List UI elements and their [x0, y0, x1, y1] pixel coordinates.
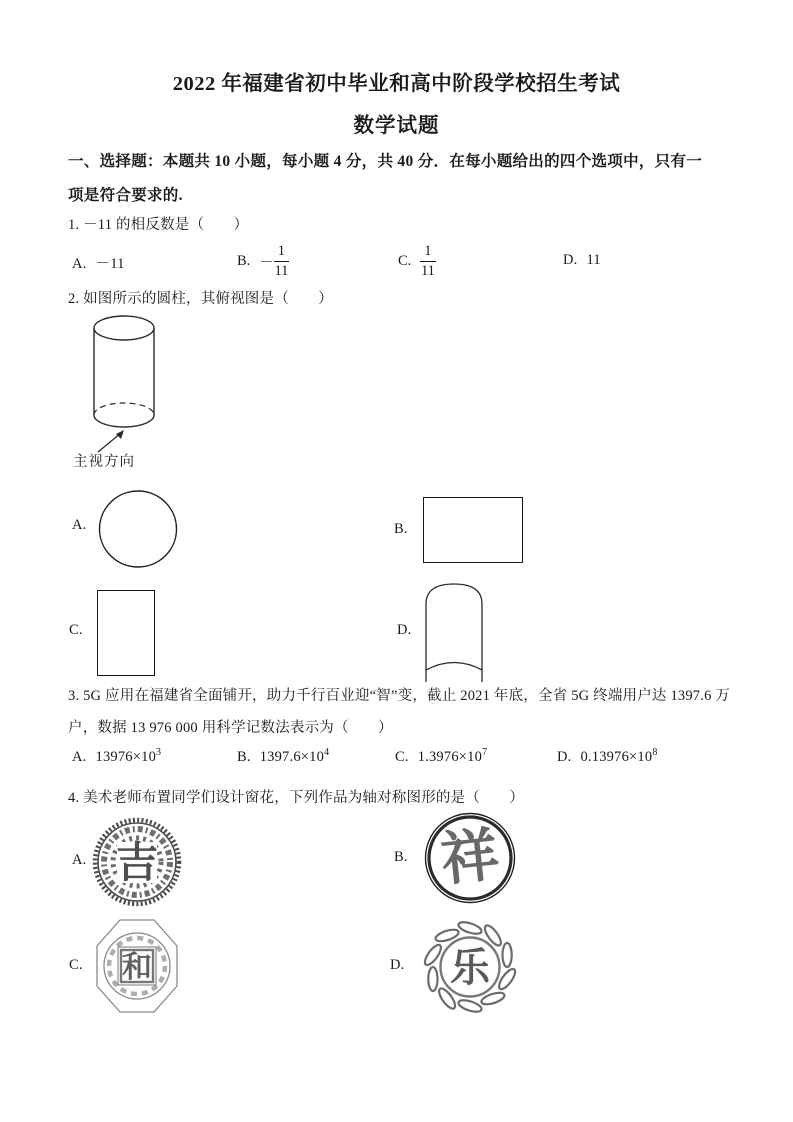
q2-option-c-label: C.: [69, 622, 83, 638]
q4-option-d-label: D.: [390, 957, 405, 973]
q1-option-d-value: 11: [586, 252, 601, 268]
stamp-character-ji: 吉: [115, 841, 159, 887]
q1-option-d-label: D.: [563, 252, 578, 268]
q2-option-d-label: D.: [397, 622, 412, 638]
cylinder-figure-image: [80, 308, 190, 458]
front-view-arrow-head: [116, 430, 124, 439]
q1-option-a-value: －11: [95, 256, 125, 272]
stamp-character-le: 乐: [450, 945, 490, 990]
q3-option-c-value: $1.3976\times 10^7$: [417, 747, 488, 765]
q1-option-b-label: B.: [237, 252, 251, 269]
q3-option-d-label: D.: [557, 748, 572, 765]
q1-option-c: [398, 237, 436, 285]
q4-option-a-papercut-ji-image: [91, 814, 183, 910]
q3-option-b-value: $1397.6\times 10^4$: [259, 747, 330, 765]
q3-option-a-value: $13976\times 10^3$: [95, 747, 162, 765]
stamp-character-xiang: 祥: [437, 822, 503, 893]
q2-option-b-rectangle-shape: [423, 497, 523, 563]
exponent: 7: [482, 747, 488, 758]
q3-option-a-label: A.: [72, 748, 87, 765]
q3-option-c: [395, 747, 487, 766]
question-3-stem-line2: 户，数据 13 976 000 用科学记数法表示为（ ）: [68, 720, 393, 736]
exponent: 8: [652, 747, 658, 758]
q2-option-c-rectangle-shape: [97, 590, 155, 676]
exponent: 4: [324, 747, 330, 758]
q2-option-d-curved-shape: [425, 582, 483, 684]
question-1-stem: 1. －11 的相反数是（ ）: [68, 217, 249, 233]
question-2-stem: 2. 如图所示的圆柱，其俯视图是（ ）: [68, 291, 333, 307]
q1-option-a-label: A.: [72, 256, 87, 272]
cylinder-bottom-front-arc: [94, 415, 154, 427]
q4-option-c-papercut-he-image: [96, 919, 178, 1013]
q3-option-b-label: B.: [237, 748, 251, 765]
q2-option-a-circle-shape: [98, 489, 178, 571]
question-4-stem: 4. 美术老师布置同学们设计窗花，下列作品为轴对称图形的是（ ）: [68, 790, 525, 806]
q3-option-b: [237, 747, 329, 766]
exponent: 3: [156, 747, 162, 758]
cylinder-top-ellipse: [94, 316, 154, 340]
section-heading-line2: 项是符合要求的.: [68, 187, 183, 204]
q4-option-b-papercut-xiang-image: [424, 812, 516, 904]
q4-option-c-label: C.: [69, 957, 83, 973]
cylinder-bottom-hidden-arc: [94, 403, 154, 415]
q1-option-b: [237, 237, 289, 285]
q3-option-d-value: $0.13976\times 10^8$: [580, 747, 658, 765]
q3-option-c-label: C.: [395, 748, 409, 765]
doc-subtitle: 数学试题: [353, 115, 440, 137]
fraction-denominator: 11: [420, 262, 435, 279]
fraction-numerator: 1: [274, 243, 289, 261]
section-heading-line1: 一、选择题：本题共 10 小题，每小题 4 分，共 40 分．在每小题给出的四个选项中，只有一: [68, 153, 703, 170]
q3-option-d: [557, 747, 657, 766]
q4-option-d-papercut-le-image: [421, 917, 519, 1017]
q1-option-b-minus-sign: －: [259, 254, 274, 271]
fraction-numerator: 1: [420, 243, 435, 261]
fraction-denominator: 11: [274, 262, 289, 279]
q3-option-a: [72, 747, 161, 766]
q1-option-a: [72, 252, 125, 273]
question-3-stem-line1: 3. 5G 应用在福建省全面铺开，助力千行百业迎“智”变，截止 2021 年底，全省 5G 终端用户达 1397.6 万: [68, 688, 731, 704]
q4-option-a-label: A.: [72, 852, 87, 868]
q2-option-b-label: B.: [394, 521, 408, 537]
stamp-character-he: 和: [122, 951, 152, 984]
q1-option-c-fraction: [420, 243, 435, 278]
q1-option-c-label: C.: [398, 252, 412, 269]
q1-option-b-fraction: [274, 243, 289, 278]
q1-option-d: [563, 252, 601, 269]
page-title: 2022 年福建省初中毕业和高中阶段学校招生考试: [172, 73, 621, 95]
q4-option-b-label: B.: [394, 849, 408, 865]
front-view-direction-caption: 主视方向: [73, 454, 135, 470]
q2-option-a-label: A.: [72, 517, 87, 533]
